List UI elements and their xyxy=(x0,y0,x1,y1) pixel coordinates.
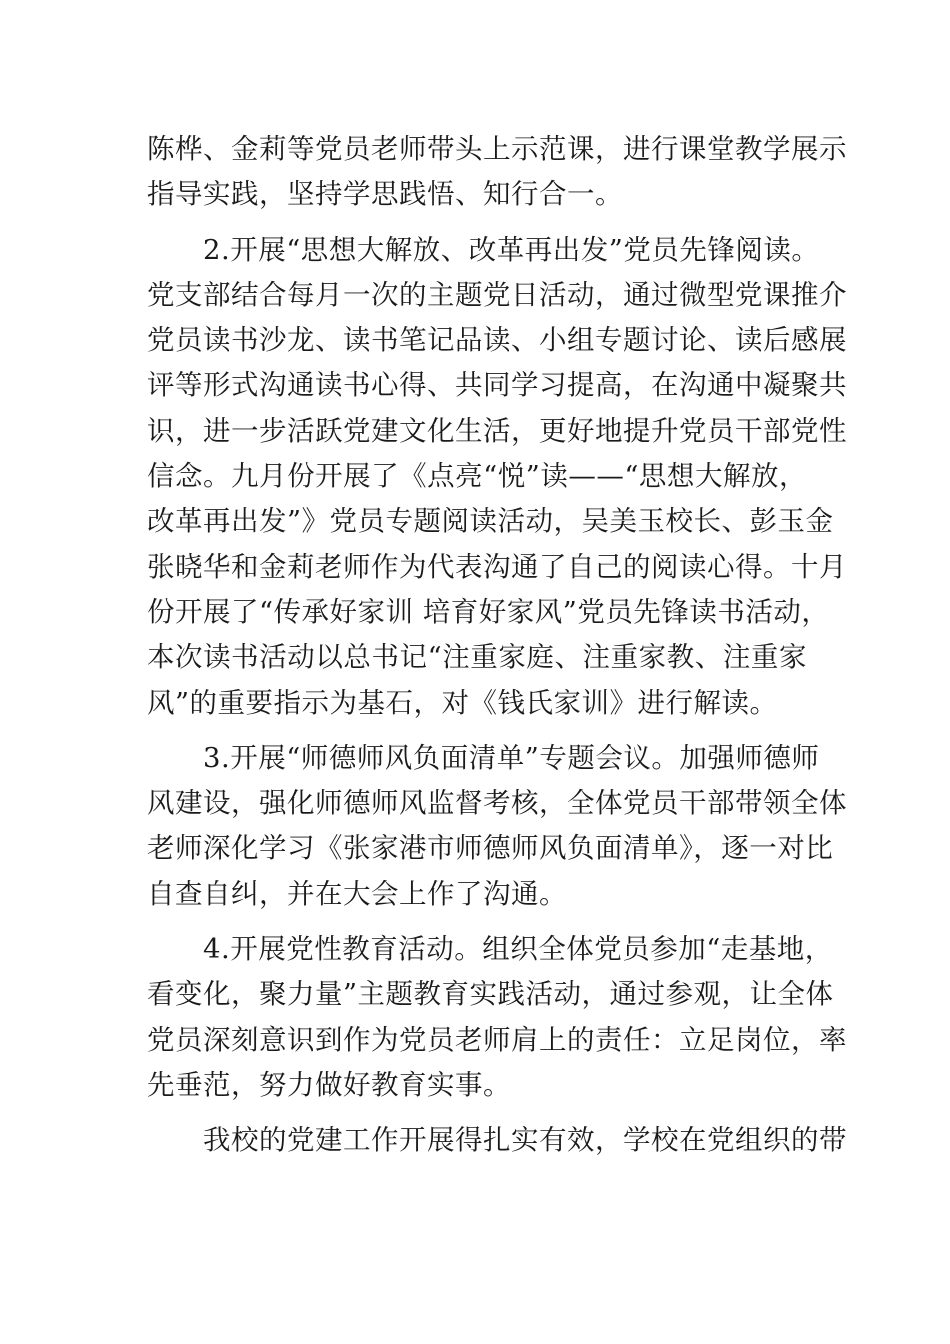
text-line: 党支部结合每月一次的主题党日活动，通过微型党课推介 xyxy=(147,278,847,311)
text-line: 先垂范，努力做好教育实事。 xyxy=(147,1068,511,1101)
text-line: 2.开展“思想大解放、改革再出发”党员先锋阅读。 xyxy=(203,233,820,266)
text-line: 风建设，强化师德师风监督考核，全体党员干部带领全体 xyxy=(147,787,847,820)
paragraph-3 xyxy=(147,736,847,917)
paragraph-5 xyxy=(147,1118,847,1163)
text-line: 信念。九月份开展了《点亮“悦”读——“思想大解放， xyxy=(147,460,807,493)
text-line: 识，进一步活跃党建文化生活，更好地提升党员干部党性 xyxy=(147,414,847,447)
text-line: 评等形式沟通读书心得、共同学习提高，在沟通中凝聚共 xyxy=(147,369,847,402)
paragraph-4 xyxy=(147,927,847,1108)
text-line: 我校的党建工作开展得扎实有效，学校在党组织的带 xyxy=(203,1124,847,1157)
text-line: 4.开展党性教育活动。组织全体党员参加“走基地， xyxy=(203,933,833,966)
text-line: 自查自纠，并在大会上作了沟通。 xyxy=(147,877,567,910)
paragraph-2 xyxy=(147,228,847,726)
text-line: 改革再出发”》党员专题阅读活动，吴美玉校长、彭玉金 xyxy=(147,505,834,538)
document-body xyxy=(147,127,847,1164)
text-line: 本次读书活动以总书记“注重家庭、注重家教、注重家 xyxy=(147,641,807,674)
paragraph-1 xyxy=(147,127,847,218)
text-line: 指导实践，坚持学思践悟、知行合一。 xyxy=(147,178,623,211)
text-line: 党员读书沙龙、读书笔记品读、小组专题讨论、读后感展 xyxy=(147,324,847,357)
text-line: 陈桦、金莉等党员老师带头上示范课，进行课堂教学展示 xyxy=(147,133,847,165)
text-line: 老师深化学习《张家港市师德师风负面清单》，逐一对比 xyxy=(147,832,834,865)
text-line: 看变化，聚力量”主题教育实践活动，通过参观，让全体 xyxy=(147,978,834,1011)
text-line: 3.开展“师德师风负面清单”专题会议。加强师德师 xyxy=(203,741,820,774)
text-line: 份开展了“传承好家训 培育好家风”党员先锋读书活动， xyxy=(147,595,830,628)
text-line: 党员深刻意识到作为党员老师肩上的责任：立足岗位，率 xyxy=(147,1023,847,1056)
text-line: 风”的重要指示为基石，对《钱氏家训》进行解读。 xyxy=(147,686,778,719)
text-line: 张晓华和金莉老师作为代表沟通了自己的阅读心得。十月 xyxy=(147,550,847,583)
